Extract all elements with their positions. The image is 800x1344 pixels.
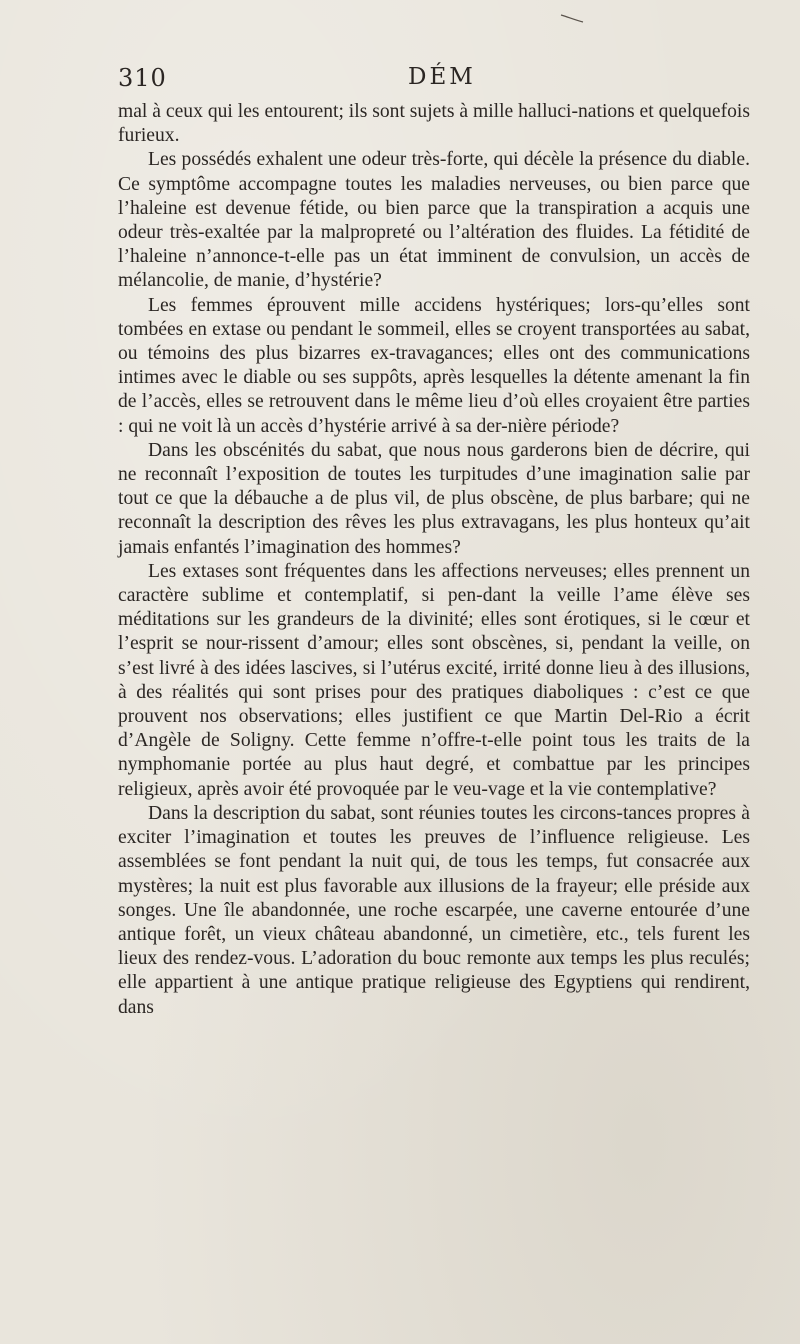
paragraph-3: Les femmes éprouvent mille accidens hystériques; lors-qu’elles sont tombées en extase ou pendant le sommeil, elles se croyent transportées au sabat, ou témoins des plus bizarres ex-travagances; elles ont des communications intimes avec le diable ou ses suppôts, après lesquelles la détente amenant la fin de l’accès, elles se retrouvent dans le même lieu d’où elles croyaient être parties : qui ne voit là un accès d’hystérie arrivé à sa der-nière période?	[118, 294, 750, 437]
body-text	[118, 100, 750, 1020]
paragraph-4: Dans les obscénités du sabat, que nous nous garderons bien de décrire, qui ne reconnaît l’exposition de toutes les turpitudes d’une imagination salie par tout ce que la débauche a de plus vil, de plus obscène, de plus barbare; qui ne reconnaît la description des rêves les plus extravagans, les plus honteux qu’ait jamais enfantés l’imagination des hommes?	[118, 439, 750, 558]
paragraph-6: Dans la description du sabat, sont réunies toutes les circons-tances propres à exciter l’imagination et toutes les preuves de l’influence religieuse. Les assemblées se font pendant la nuit qui, de tous les temps, fut consacrée aux mystères; la nuit est plus favorable aux illusions de la frayeur; elle préside aux songes. Une île abandonnée, une roche escarpée, une caverne entourée d’une antique forêt, un vieux château abandonné, un cimetière, etc., tels furent les lieux des rendez-vous. L’adoration du bouc remonte aux temps les plus reculés; elle appartient à une antique pratique religieuse des Egyptiens qui rendirent, dans	[118, 802, 750, 1018]
page-number: 310	[118, 64, 167, 92]
running-head: DÉM	[408, 64, 476, 90]
page-header	[118, 62, 750, 96]
ink-mark	[560, 12, 584, 24]
paragraph-1: mal à ceux qui les entourent; ils sont sujets à mille halluci-nations et quelquefois furieux.	[118, 101, 750, 147]
paragraph-5: Les extases sont fréquentes dans les affections nerveuses; elles prennent un caractère sublime et contemplatif, si pen-dant la veille l’ame élève ses méditations sur les grandeurs de la divinité; elles sont érotiques, si le cœur et l’esprit se nour-rissent d’amour; elles sont obscènes, si, pendant la veille, on s’est livré à des idées lascives, si l’utérus excité, irrité donne lieu à des illusions, à des réalités qui sont prises pour des pratiques diaboliques : c’est ce que prouvent nos observations; elles justifient ce que Martin Del-Rio a écrit d’Angèle de Soligny. Cette femme n’offre-t-elle point tous les traits de la nymphomanie portée au plus haut degré, et combattue par les principes religieux, après avoir été provoquée par le veu-vage et la vie contemplative?	[118, 560, 750, 800]
paragraph-2: Les possédés exhalent une odeur très-forte, qui décèle la présence du diable. Ce symptôme accompagne toutes les maladies nerveuses, ou bien parce que l’haleine est devenue fétide, ou bien parce que la transpiration a acquis une odeur très-exaltée par la malpropreté ou l’altération des fluides. La fétidité de l’haleine n’annonce-t-elle pas un état imminent de convulsion, un accès de mélancolie, de manie, d’hystérie?	[118, 149, 750, 292]
